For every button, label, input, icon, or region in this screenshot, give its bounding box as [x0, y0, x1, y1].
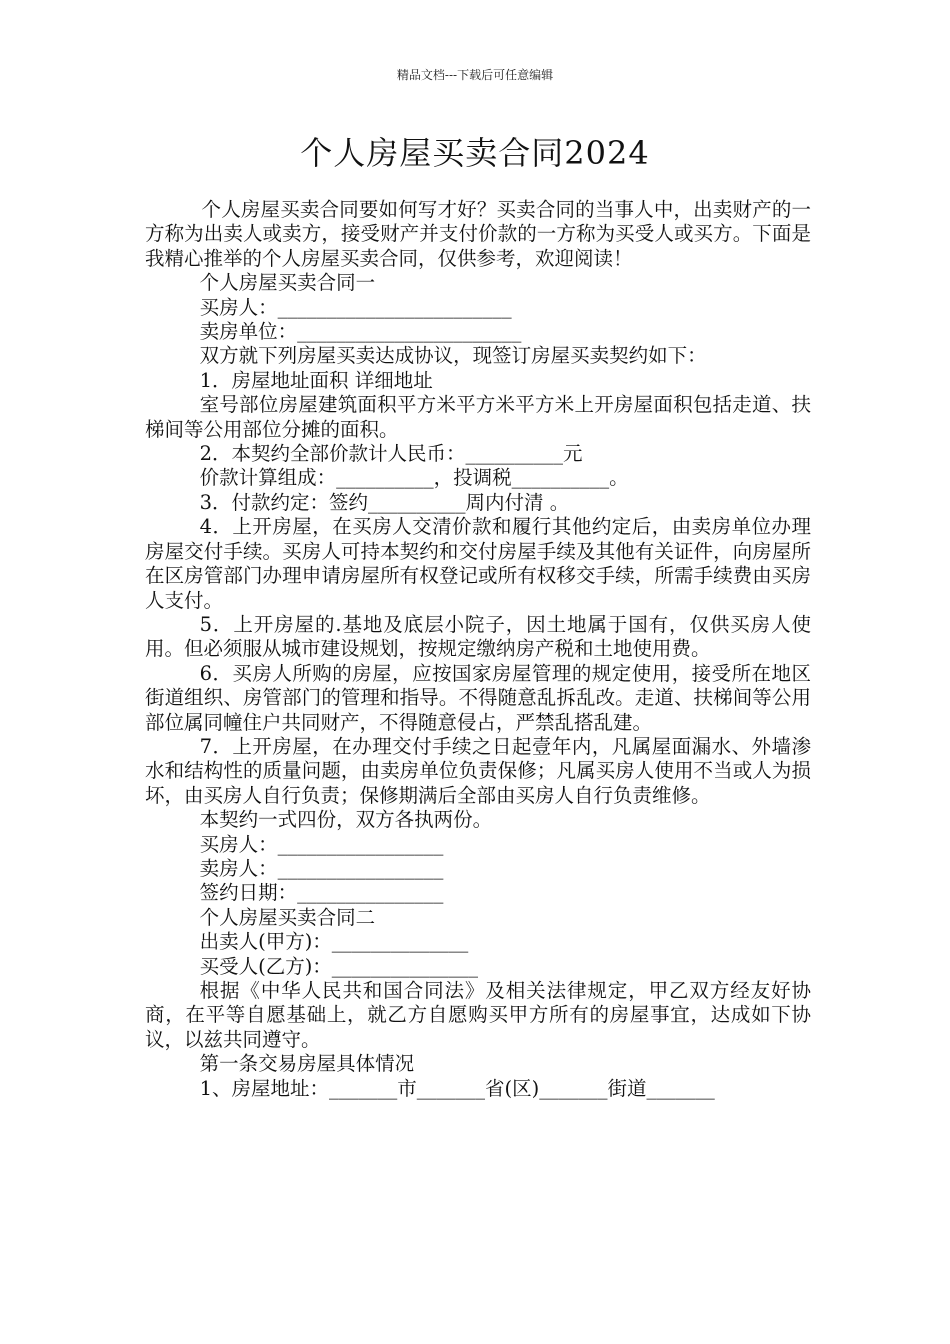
document-body — [145, 198, 811, 1101]
seller-unit-line: 卖房单位：_______________________ — [199, 320, 522, 344]
signature-buyer: 买房人：_________________ — [199, 832, 444, 856]
clause-7: 7．上开房屋，在办理交付手续之日起壹年内，凡属屋面漏水、外墙渗水和结构性的质量问题，由卖房单位负责保修；凡属买房人使用不当或人为损坏，由买房人自行负责；保修期满后全部由买房人自行负责维修。 — [145, 734, 811, 807]
article-1-heading: 第一条交易房屋具体情况 — [199, 1052, 415, 1076]
page-header: 精品文档---下载后可任意编辑 — [396, 68, 554, 82]
clause-2-composition: 价款计算组成：__________，投调税__________。 — [199, 466, 629, 490]
contract-2-preamble: 根据《中华人民共和国合同法》及相关法律规定，甲乙双方经友好协商，在平等自愿基础上，就乙方自愿购买甲方所有的房屋事宜，达成如下协议，以兹共同遵守。 — [145, 979, 811, 1051]
document-title: 个人房屋买卖合同2024 — [300, 134, 650, 172]
section-heading-contract-1: 个人房屋买卖合同一 — [199, 271, 376, 295]
signature-date: 签约日期：_______________ — [199, 881, 444, 905]
buyer-line: 买房人：________________________ — [199, 295, 512, 319]
party-a-line: 出卖人(甲方)：______________ — [199, 930, 469, 954]
section-heading-contract-2: 个人房屋买卖合同二 — [199, 905, 376, 929]
clause-5: 5．上开房屋的.基地及底层小院子，因土地属于国有，仅供买房人使用。但必须服从城市建设规划，按规定缴纳房产税和土地使用费。 — [145, 612, 811, 661]
signature-seller: 卖房人：_________________ — [199, 856, 444, 880]
clause-1-heading: 1．房屋地址面积 详细地址 — [199, 368, 433, 392]
clause-1-detail: 室号部位房屋建筑面积平方米平方米平方米上开房屋面积包括走道、扶梯间等公用部位分摊的面积。 — [145, 393, 811, 441]
clause-3-payment: 3．付款约定：签约__________周内付清 。 — [199, 490, 570, 514]
intro-paragraph: 个人房屋买卖合同要如何写才好？买卖合同的当事人中，出卖财产的一方称为出卖人或卖方，接受财产并支付价款的一方称为买受人或买方。下面是我精心推举的个人房屋买卖合同，仅供参考，欢迎阅读！ — [145, 198, 811, 270]
agreement-intro: 双方就下列房屋买卖达成协议，现签订房屋买卖契约如下： — [199, 344, 707, 368]
article-1-address: 1、房屋地址：_______市_______省(区)_______街道_______ — [199, 1076, 715, 1100]
copies-note: 本契约一式四份，双方各执两份。 — [199, 808, 493, 832]
clause-2-price: 2．本契约全部价款计人民币：__________元 — [199, 442, 583, 466]
clause-6: 6．买房人所购的房屋，应按国家房屋管理的规定使用，接受所在地区街道组织、房管部门的管理和指导。不得随意乱拆乱改。走道、扶梯间等公用部位属同幢住户共同财产，不得随意侵占，严禁乱搭乱建。 — [145, 661, 811, 734]
party-b-line: 买受人(乙方)：_______________ — [199, 954, 479, 978]
clause-4: 4．上开房屋，在买房人交清价款和履行其他约定后，由卖房单位办理房屋交付手续。买房人可持本契约和交付房屋手续及其他有关证件，向房屋所在区房管部门办理申请房屋所有权登记或所有权移交手续，所需手续费由买房人支付。 — [145, 515, 811, 612]
